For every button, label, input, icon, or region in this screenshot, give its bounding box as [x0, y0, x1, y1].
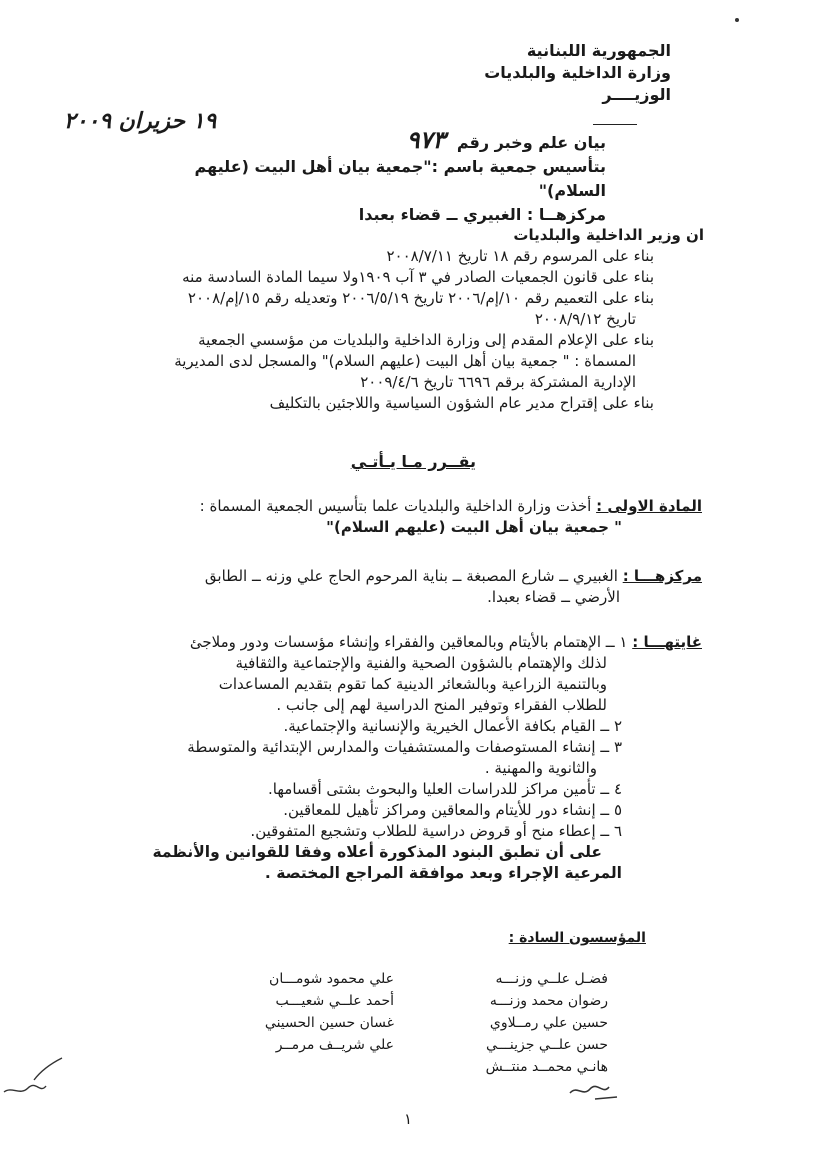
founder-signature [565, 1075, 625, 1105]
headquarters-text: الغبيري ــ شارع المصبغة ــ بناية المرحوم الحاج علي وزنه ــ الطابق [204, 567, 618, 585]
handwritten-date: ١٩ حزيران ٢٠٠٩ [63, 108, 217, 134]
goal-1-text: ١ ــ الإهتمام بالأيتام وبالمعاقين والفقراء وإنشاء مؤسسات ودور وملاجئ [189, 633, 628, 651]
preamble-line: بناء على قانون الجمعيات الصادر في ٣ آب ١٩٠٩ولا سيما المادة السادسة منه [182, 268, 654, 286]
goal-line: لذلك والإهتمام بالشؤون الصحية والفنية والإجتماعية والثقافية [235, 654, 607, 672]
title-line-1 [186, 125, 606, 155]
page-number: ١ [403, 1110, 413, 1128]
letterhead [411, 40, 671, 106]
preamble-list [94, 246, 654, 414]
founder-name: هانـي محمــد منتــش [485, 1059, 608, 1075]
title-line-2: بتأسيس جمعية باسم :"جمعية بيان أهل البيت (عليهم السلام)" [194, 157, 606, 200]
margin-signature [0, 1050, 80, 1110]
goals-closing-2: المرعية الإجراء وبعد موافقة المراجع المختصة . [264, 864, 622, 882]
goal-line: ٤ ــ تأمين مراكز للدراسات العليا والبحوث بشتى أقسامها. [268, 780, 622, 798]
preamble-line: تاريخ ٢٠٠٨/٩/١٢ [534, 310, 636, 328]
founders-label: المؤسسون السادة : [508, 930, 646, 946]
title-line-3: مركزهــا : الغبيري ــ قضاء بعبدا [358, 205, 606, 224]
goal-line: ٥ ــ إنشاء دور للأيتام والمعاقين ومراكز تأهيل للمعاقين. [283, 801, 622, 819]
letterhead-ministry: وزارة الداخلية والبلديات [484, 63, 671, 82]
article-1-text: أخذت وزارة الداخلية والبلديات علما بتأسيس الجمعية المسماة : [199, 497, 592, 515]
founder-name: غسان حسين الحسيني [264, 1015, 394, 1031]
founder-name: علي محمود شومـــان [269, 971, 394, 987]
article-1 [102, 496, 702, 538]
founders-column-left [204, 968, 394, 1056]
headquarters [102, 566, 702, 608]
goals [102, 632, 702, 884]
handwritten-number: ٩٧٣ [406, 125, 446, 154]
headquarters-line-1 [102, 566, 702, 587]
headquarters-label: مركزهـــا : [622, 567, 702, 585]
founder-name: حسين علي رمــلاوي [489, 1015, 608, 1031]
founder-name: فضـل علــي وزنـــه [495, 971, 608, 987]
title-block [186, 125, 606, 227]
preamble-line: بناء على الإعلام المقدم إلى وزارة الداخلية والبلديات من مؤسسي الجمعية [198, 331, 654, 349]
preamble-line: المسماة : " جمعية بيان أهل البيت (عليهم السلام)" والمسجل لدى المديرية [174, 352, 636, 370]
preamble-intro: ان وزير الداخلية والبلديات [513, 226, 704, 244]
founder-name: علي شريــف مرمــر [275, 1037, 394, 1053]
goals-closing-1: على أن تطبق البنود المذكورة أعلاه وفقا للقوانين والأنظمة [152, 843, 602, 861]
letterhead-rule [593, 124, 637, 125]
title-notice: بيان علم وخبر رقم [456, 133, 606, 152]
founder-name: أحمد علــي شعيـــب [275, 993, 394, 1009]
goal-line: والثانوية والمهنية . [484, 759, 597, 777]
article-1-line [102, 496, 702, 517]
founder-name: حسن علــي جزينـــي [485, 1037, 608, 1053]
headquarters-line-2: الأرضي ــ قضاء بعبدا. [487, 588, 620, 606]
letterhead-minister: الوزيــــر [602, 85, 671, 104]
goal-line: للطلاب الفقراء وتوفير المنح الدراسية لهم إلى جانب . [276, 696, 607, 714]
goal-line: ٣ ــ إنشاء المستوصفات والمستشفيات والمدارس الإبتدائية والمتوسطة [187, 738, 622, 756]
goals-label: غايتهـــا : [632, 633, 702, 651]
decision-heading: يقــرر مـا يـأتـي [350, 452, 476, 471]
preamble-line: الإدارية المشتركة برقم ٦٦٩٦ تاريخ ٢٠٠٩/٤/٦ [360, 373, 636, 391]
goal-line: ٦ ــ إعطاء منح أو قروض دراسية للطلاب وتشجيع المتفوقين. [250, 822, 622, 840]
letterhead-republic: الجمهورية اللبنانية [526, 41, 671, 60]
goal-line: وبالتنمية الزراعية وبالشعائر الدينية كما تقوم بتقديم المساعدات [218, 675, 607, 693]
goal-line: ٢ ــ القيام بكافة الأعمال الخيرية والإنسانية والإجتماعية. [283, 717, 622, 735]
association-name: " جمعية بيان أهل البيت (عليهم السلام)" [326, 518, 622, 536]
scan-speck [735, 18, 739, 22]
preamble-line: بناء على التعميم رقم ١٠/إم/٢٠٠٦ تاريخ ٢٠٠٦/٥/١٩ وتعديله رقم ١٥/إم/٢٠٠٨ [187, 289, 654, 307]
preamble-line: بناء على إقتراح مدير عام الشؤون السياسية واللاجئين بالتكليف [269, 394, 654, 412]
founders-column-right [418, 968, 608, 1078]
article-1-label: المادة الاولى : [596, 497, 702, 515]
goal-line [102, 632, 702, 653]
preamble-line: بناء على المرسوم رقم ١٨ تاريخ ٢٠٠٨/٧/١١ [386, 247, 654, 265]
founder-name: رضوان محمد وزنـــه [489, 993, 608, 1009]
